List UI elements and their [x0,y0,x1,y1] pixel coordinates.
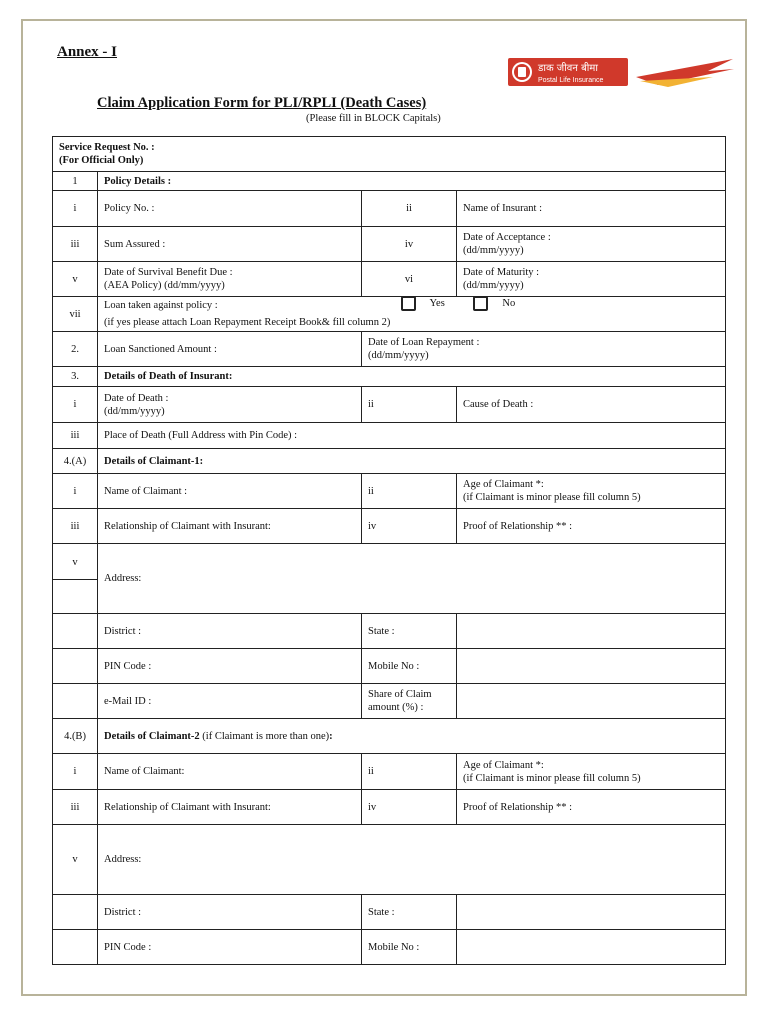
claimant1-mobile-label: Mobile No : [362,649,457,684]
date-of-loan-repayment-field[interactable] [362,332,726,367]
claimant2-pin-field[interactable]: PIN Code : [98,930,362,965]
section-heading-text: Details of Claimant-2 [104,730,200,742]
field-label: Date of Acceptance : [463,232,551,243]
logo-hindi-text: डाक जीवन बीमा [538,63,598,74]
policy-no-field[interactable]: Policy No. : [98,191,362,227]
row-number: iii [53,423,98,449]
empty-cell [53,614,98,649]
empty-cell [53,895,98,930]
cause-of-death-field[interactable]: Cause of Death : [457,387,726,423]
row-number: i [53,754,98,790]
loan-yes-checkbox[interactable] [401,296,416,311]
service-request-row [53,137,726,172]
claimant2-mobile-label: Mobile No : [362,930,457,965]
row-number: i [53,191,98,227]
claimant2-state-field[interactable] [457,895,726,930]
loan-note: (if yes please attach Loan Repayment Receipt Book& fill column 2) [104,317,391,328]
claimant2-state-label: State : [362,895,457,930]
claimant1-proof-field[interactable]: Proof of Relationship ** : [457,509,726,544]
claimant1-name-field[interactable]: Name of Claimant : [98,474,362,509]
claimant1-share-label [362,684,457,719]
row-number: iv [362,790,457,825]
row-number: vii [53,297,98,332]
row-number: ii [362,474,457,509]
sum-assured-field[interactable]: Sum Assured : [98,227,362,262]
row-number: vi [362,262,457,297]
claimant1-age-field[interactable] [457,474,726,509]
field-format: (dd/mm/yyyy) [463,280,524,291]
claimant1-state-field[interactable] [457,614,726,649]
claimant1-share-field[interactable] [457,684,726,719]
field-label: Date of Maturity : [463,267,540,278]
row-number: v [53,544,98,580]
row-number: iii [53,509,98,544]
loan-taken-row [98,297,726,332]
row-number: iv [362,227,457,262]
section-number: 3. [53,367,98,387]
field-label: Date of Loan Repayment : [368,337,480,348]
loan-no-label: No [502,297,516,309]
field-label: Date of Survival Benefit Due : [104,267,233,278]
claimant1-pin-field[interactable]: PIN Code : [98,649,362,684]
claimant1-district-field[interactable]: District : [98,614,362,649]
field-label: Age of Claimant *: [463,479,544,490]
form-title: Claim Application Form for PLI/RPLI (Death Cases) [97,95,427,111]
claimant1-address-field[interactable]: Address: [98,544,726,614]
survival-benefit-date-field[interactable] [98,262,362,297]
field-label: Date of Death : [104,392,169,404]
annex-label: Annex - I [57,44,118,60]
section-heading-note: (if Claimant is more than one) [199,730,330,742]
service-request-field[interactable] [53,137,726,172]
section-heading: Details of Claimant-1: [98,449,726,474]
row-number: v [53,262,98,297]
empty-cell [53,580,98,614]
claimant2-name-field[interactable]: Name of Claimant: [98,754,362,790]
claimant2-mobile-field[interactable] [457,930,726,965]
field-format: (dd/mm/yyyy) [104,405,165,417]
date-of-acceptance-field[interactable] [457,227,726,262]
claimant2-age-field[interactable] [457,754,726,790]
claimant2-relationship-field[interactable]: Relationship of Claimant with Insurant: [98,790,362,825]
row-number: i [53,387,98,423]
empty-cell [53,930,98,965]
form-subtitle: (Please fill in BLOCK Capitals) [306,113,441,124]
loan-taken-label: Loan taken against policy : [104,300,218,311]
name-of-insurant-field[interactable]: Name of Insurant : [457,191,726,227]
field-label: Age of Claimant *: [463,759,544,771]
row-number: iii [53,790,98,825]
section-heading: Details of Death of Insurant: [98,367,726,387]
loan-no-checkbox[interactable] [473,296,488,311]
field-label: Share of Claim [368,689,432,700]
section-number: 4.(B) [53,719,98,754]
claimant2-address-field[interactable]: Address: [98,825,726,895]
date-of-death-field[interactable] [98,387,362,423]
section-heading-colon: : [329,730,333,742]
loan-sanctioned-amount-field[interactable]: Loan Sanctioned Amount : [98,332,362,367]
postal-life-insurance-logo [508,55,738,89]
field-format: (dd/mm/yyyy) [368,350,429,361]
section-heading: Policy Details : [98,172,726,191]
claimant1-mobile-field[interactable] [457,649,726,684]
row-number: v [53,825,98,895]
date-of-maturity-field[interactable] [457,262,726,297]
row-number: ii [362,754,457,790]
field-note: (if Claimant is minor please fill column 5) [463,492,641,503]
place-of-death-field[interactable]: Place of Death (Full Address with Pin Code) : [98,423,726,449]
section-number: 1 [53,172,98,191]
claimant2-proof-field[interactable]: Proof of Relationship ** : [457,790,726,825]
row-number: ii [362,191,457,227]
field-format: (AEA Policy) (dd/mm/yyyy) [104,280,225,291]
empty-cell [53,649,98,684]
claimant1-relationship-field[interactable]: Relationship of Claimant with Insurant: [98,509,362,544]
loan-yes-label: Yes [429,297,445,309]
field-note: (if Claimant is minor please fill column 5) [463,772,641,784]
section-number: 4.(A) [53,449,98,474]
claimant2-district-field[interactable]: District : [98,895,362,930]
section-heading [98,719,726,754]
row-number: ii [362,387,457,423]
row-number: iv [362,509,457,544]
official-use-label: (For Official Only) [59,155,144,166]
claim-form-table [52,136,726,965]
row-number: i [53,474,98,509]
row-number: iii [53,227,98,262]
service-request-label: Service Request No. : [59,142,155,153]
section-number: 2. [53,332,98,367]
field-format: (dd/mm/yyyy) [463,245,524,256]
empty-cell [53,684,98,719]
field-label: amount (%) : [368,702,424,713]
claimant1-email-field[interactable]: e-Mail ID : [98,684,362,719]
logo-english-text: Postal Life Insurance [538,77,604,84]
claimant1-state-label: State : [362,614,457,649]
